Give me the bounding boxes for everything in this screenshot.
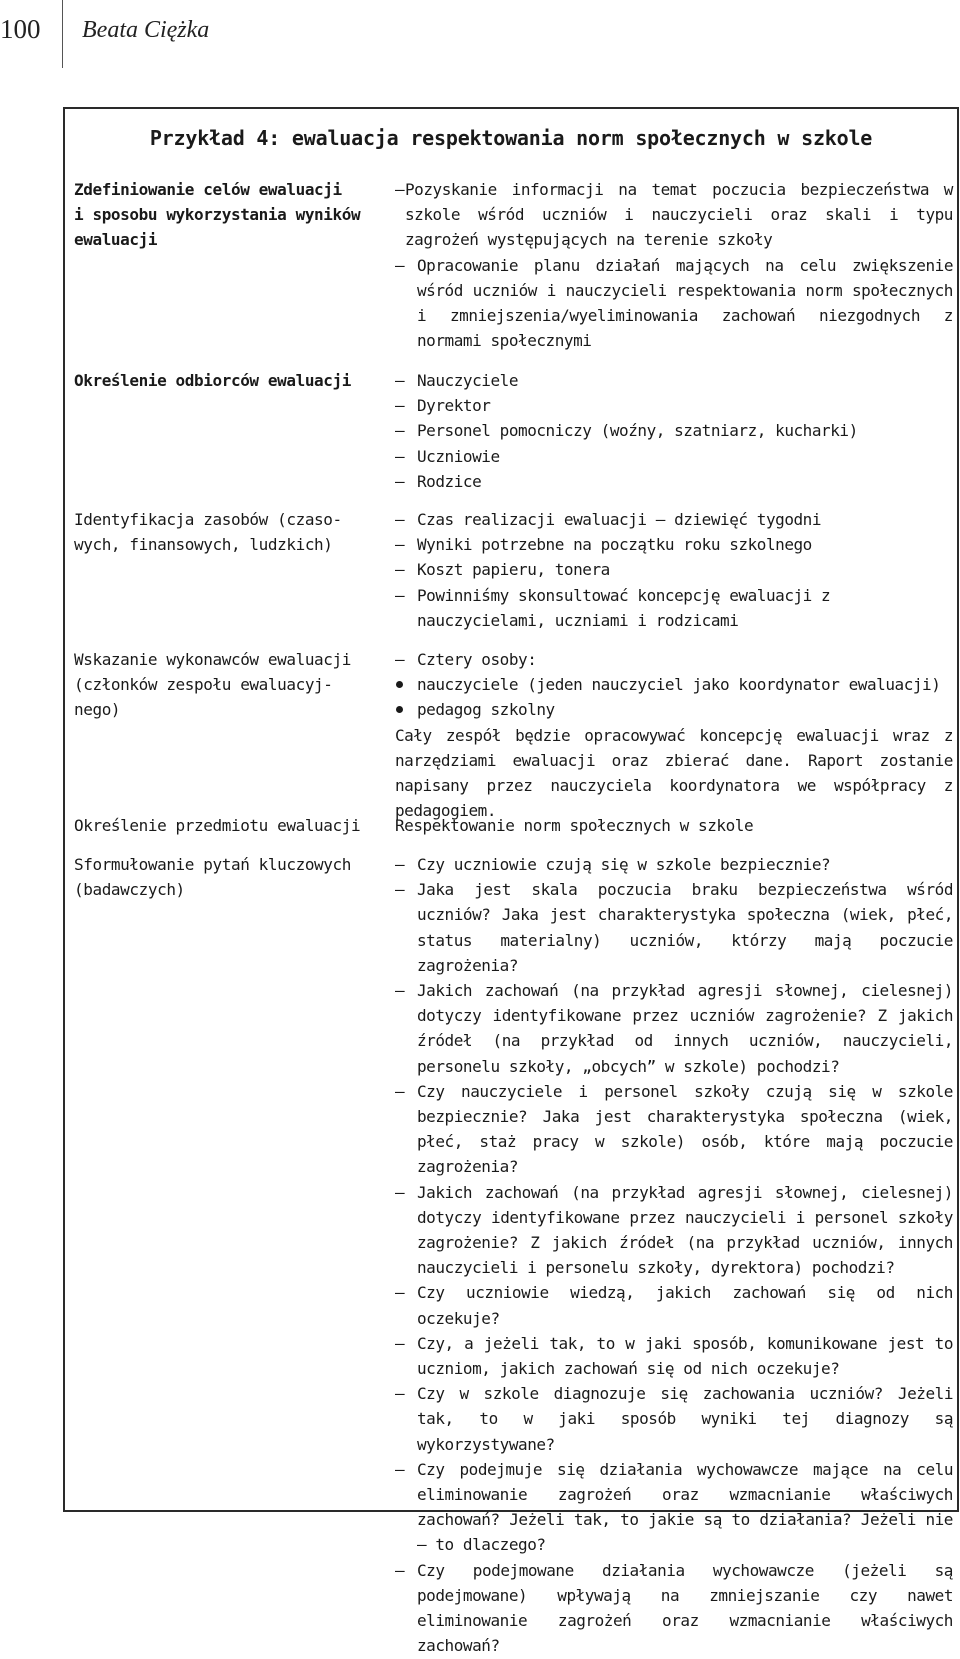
list-item: – Personel pomocniczy (woźny, szatniarz, kucharki): [395, 418, 953, 443]
question-item: – Czy uczniowie wiedzą, jakich zachowań się od nich oczekuje?: [395, 1280, 953, 1330]
question-item: – Czy w szkole diagnozuje się zachowania uczniów? Jeżeli tak, to w jaki sposób wyniki tej diagnozy są wykorzystywane?: [395, 1381, 953, 1457]
page-number: 100: [0, 14, 41, 44]
question-item: – Jakich zachowań (na przykład agresji słownej, cielesnej) dotyczy identyfikowane przez nauczycieli i personel szkoły zagrożenie? Z jakich źródeł (na przykład uczniów, innych nauczycieli i personelu szkoły, dyrektora) pochodzi?: [395, 1180, 953, 1281]
row-content-resources: [395, 507, 953, 633]
label-line: ewaluacji: [74, 230, 158, 249]
team-paragraph: Cały zespół będzie opracowywać koncepcję ewaluacji wraz z narzędziami ewaluacji oraz zbierać dane. Raport zostanie napisany przez nauczyciela koordynatora we współpracy z pedagogiem.: [395, 725, 953, 821]
row-label-resources: [74, 507, 374, 557]
list-item: – Nauczyciele: [395, 368, 953, 393]
list-item: – Czas realizacji ewaluacji – dziewięć tygodni: [395, 507, 953, 532]
list-item: – Wyniki potrzebne na początku roku szkolnego: [395, 532, 953, 557]
subject-text: Respektowanie norm społecznych w szkole: [395, 816, 754, 835]
label-line: Wskazanie wykonawców ewaluacji: [74, 650, 351, 669]
label-line: Identyfikacja zasobów (czaso-: [74, 510, 342, 529]
list-item: – Koszt papieru, tonera: [395, 557, 953, 582]
label-line: wych, finansowych, ludzkich): [74, 535, 333, 554]
question-item: – Jaka jest skala poczucia braku bezpieczeństwa wśród uczniów? Jaka jest charakterystyka społeczna (wiek, płeć, status materialny) uczniów, którzy mają poczucie zagrożenia?: [395, 877, 953, 978]
list-item: – Powinniśmy skonsultować koncepcję ewaluacji z nauczycielami, uczniami i rodzicami: [395, 583, 953, 633]
example-box: [63, 107, 959, 1656]
row-label-goals: [74, 177, 374, 252]
row-content-subject: [395, 813, 953, 838]
question-item: – Czy, a jeżeli tak, to w jaki sposób, komunikowane jest to uczniom, jakich zachowań się od nich oczekuje?: [395, 1331, 953, 1381]
row-label-audience: [74, 368, 374, 393]
row-label-subject: [74, 813, 374, 838]
list-item: – Cztery osoby:: [395, 647, 953, 672]
row-content-audience: [395, 368, 953, 494]
label-line: Określenie odbiorców ewaluacji: [74, 371, 351, 390]
author-name: Beata Ciężka: [82, 17, 210, 43]
question-item: – Czy uczniowie czują się w szkole bezpiecznie?: [395, 852, 953, 877]
label-line: Sformułowanie pytań kluczowych: [74, 855, 351, 874]
list-item: – Opracowanie planu działań mających na celu zwiększenie wśród uczniów i nauczycieli respektowania norm społecznych i zmniejszenia/wyeliminowania zachowań niezgodnych z normami społecznymi: [395, 253, 953, 354]
list-item: – Pozyskanie informacji na temat poczucia bezpieczeństwa w szkole wśród uczniów i nauczycieli oraz skali i typu zagrożeń występujących na terenie szkoły: [395, 177, 953, 253]
label-line: nego): [74, 700, 121, 719]
bullet-item: nauczyciele (jeden nauczyciel jako koordynator ewaluacji): [395, 672, 953, 697]
question-item: – Jakich zachowań (na przykład agresji słownej, cielesnej) dotyczy identyfikowane przez uczniów zagrożenie? Z jakich źródeł (na przykład od innych uczniów, nauczycieli, personelu szkoły, „obcych” w szkole) pochodzi?: [395, 978, 953, 1079]
label-line: (badawczych): [74, 880, 185, 899]
list-item: – Rodzice: [395, 469, 953, 494]
question-item: – Czy podejmuje się działania wychowawcze mające na celu eliminowanie zagrożeń oraz wzmacnianie właściwych zachowań? Jeżeli tak, to jakie są to działania? Jeżeli nie – to dlaczego?: [395, 1457, 953, 1558]
label-line: Określenie przedmiotu ewaluacji: [74, 816, 361, 835]
label-line: (członków zespołu ewaluacyj-: [74, 675, 333, 694]
list-item: – Dyrektor: [395, 393, 953, 418]
row-label-team: [74, 647, 374, 722]
row-content-team: [395, 647, 953, 823]
label-line: Zdefiniowanie celów ewaluacji: [74, 180, 342, 199]
row-label-questions: [74, 852, 374, 902]
row-content-questions: [395, 852, 953, 1659]
row-content-goals: [395, 177, 953, 353]
bullet-item: pedagog szkolny: [395, 697, 953, 722]
page-header: [0, 0, 960, 70]
header-divider: [62, 0, 63, 68]
question-item: – Czy nauczyciele i personel szkoły czują się w szkole bezpiecznie? Jaka jest charakterystyka społeczna (wiek, płeć, staż pracy w szkole) osób, które mają poczucie zagrożenia?: [395, 1079, 953, 1180]
label-line: i sposobu wykorzystania wyników: [74, 205, 361, 224]
question-item: – Czy podejmowane działania wychowawcze (jeżeli są podejmowane) wpływają na zmniejszanie czy nawet eliminowanie zagrożeń oraz wzmacnianie właściwych zachowań?: [395, 1558, 953, 1659]
list-item: – Uczniowie: [395, 444, 953, 469]
box-title: Przykład 4: ewaluacja respektowania norm społecznych w szkole: [149, 126, 873, 150]
